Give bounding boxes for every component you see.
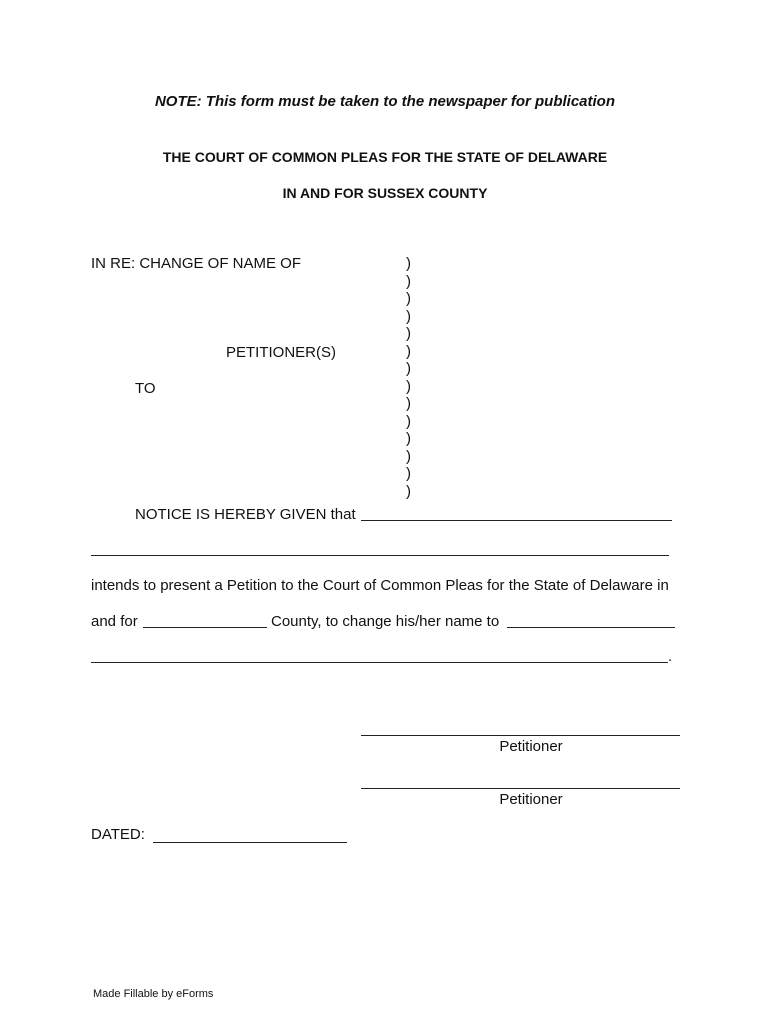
intends-text: intends to present a Petition to the Court of Common Pleas for the State of Delaware in [91, 577, 669, 594]
county-field[interactable] [143, 627, 267, 628]
and-for-text: and for [91, 613, 138, 630]
paren: ) [406, 412, 411, 430]
new-name-field-continued[interactable] [91, 662, 668, 663]
paren: ) [406, 447, 411, 465]
petitioner-name-field[interactable] [361, 520, 672, 521]
in-re-label: IN RE: CHANGE OF NAME OF [91, 255, 302, 272]
paren: ) [406, 360, 411, 377]
paren: ) [406, 377, 411, 395]
caption-parentheses [406, 255, 411, 500]
petitioner-signature-line-2[interactable] [361, 788, 680, 789]
court-title: THE COURT OF COMMON PLEAS FOR THE STATE OF DELAWARE [162, 149, 608, 165]
petitioner-label-1: Petitioner [499, 738, 563, 755]
county-change-text: County, to change his/her name to [271, 613, 500, 630]
new-name-field[interactable] [507, 627, 675, 628]
petitioner-signature-line-1[interactable] [361, 735, 680, 736]
to-label: TO [135, 380, 156, 397]
paren: ) [406, 272, 411, 290]
paren: ) [406, 290, 411, 307]
petitioners-label: PETITIONER(S) [226, 344, 337, 361]
paren: ) [406, 395, 411, 412]
dated-field[interactable] [153, 842, 347, 843]
petitioner-label-2: Petitioner [499, 791, 563, 808]
county-title: IN AND FOR SUSSEX COUNTY [282, 185, 488, 201]
publication-note: NOTE: This form must be taken to the newspaper for publication [154, 93, 616, 110]
paren: ) [406, 465, 411, 482]
notice-given-text: NOTICE IS HEREBY GIVEN that [135, 506, 356, 523]
paren: ) [406, 255, 411, 272]
paren: ) [406, 342, 411, 360]
petitioner-name-field-continued[interactable] [91, 555, 669, 556]
footer-credit: Made Fillable by eForms [93, 988, 214, 1000]
paren: ) [406, 430, 411, 447]
paren: ) [406, 307, 411, 325]
paren: ) [406, 482, 411, 500]
sentence-period: . [668, 648, 673, 665]
dated-label: DATED: [91, 826, 145, 843]
paren: ) [406, 325, 411, 342]
